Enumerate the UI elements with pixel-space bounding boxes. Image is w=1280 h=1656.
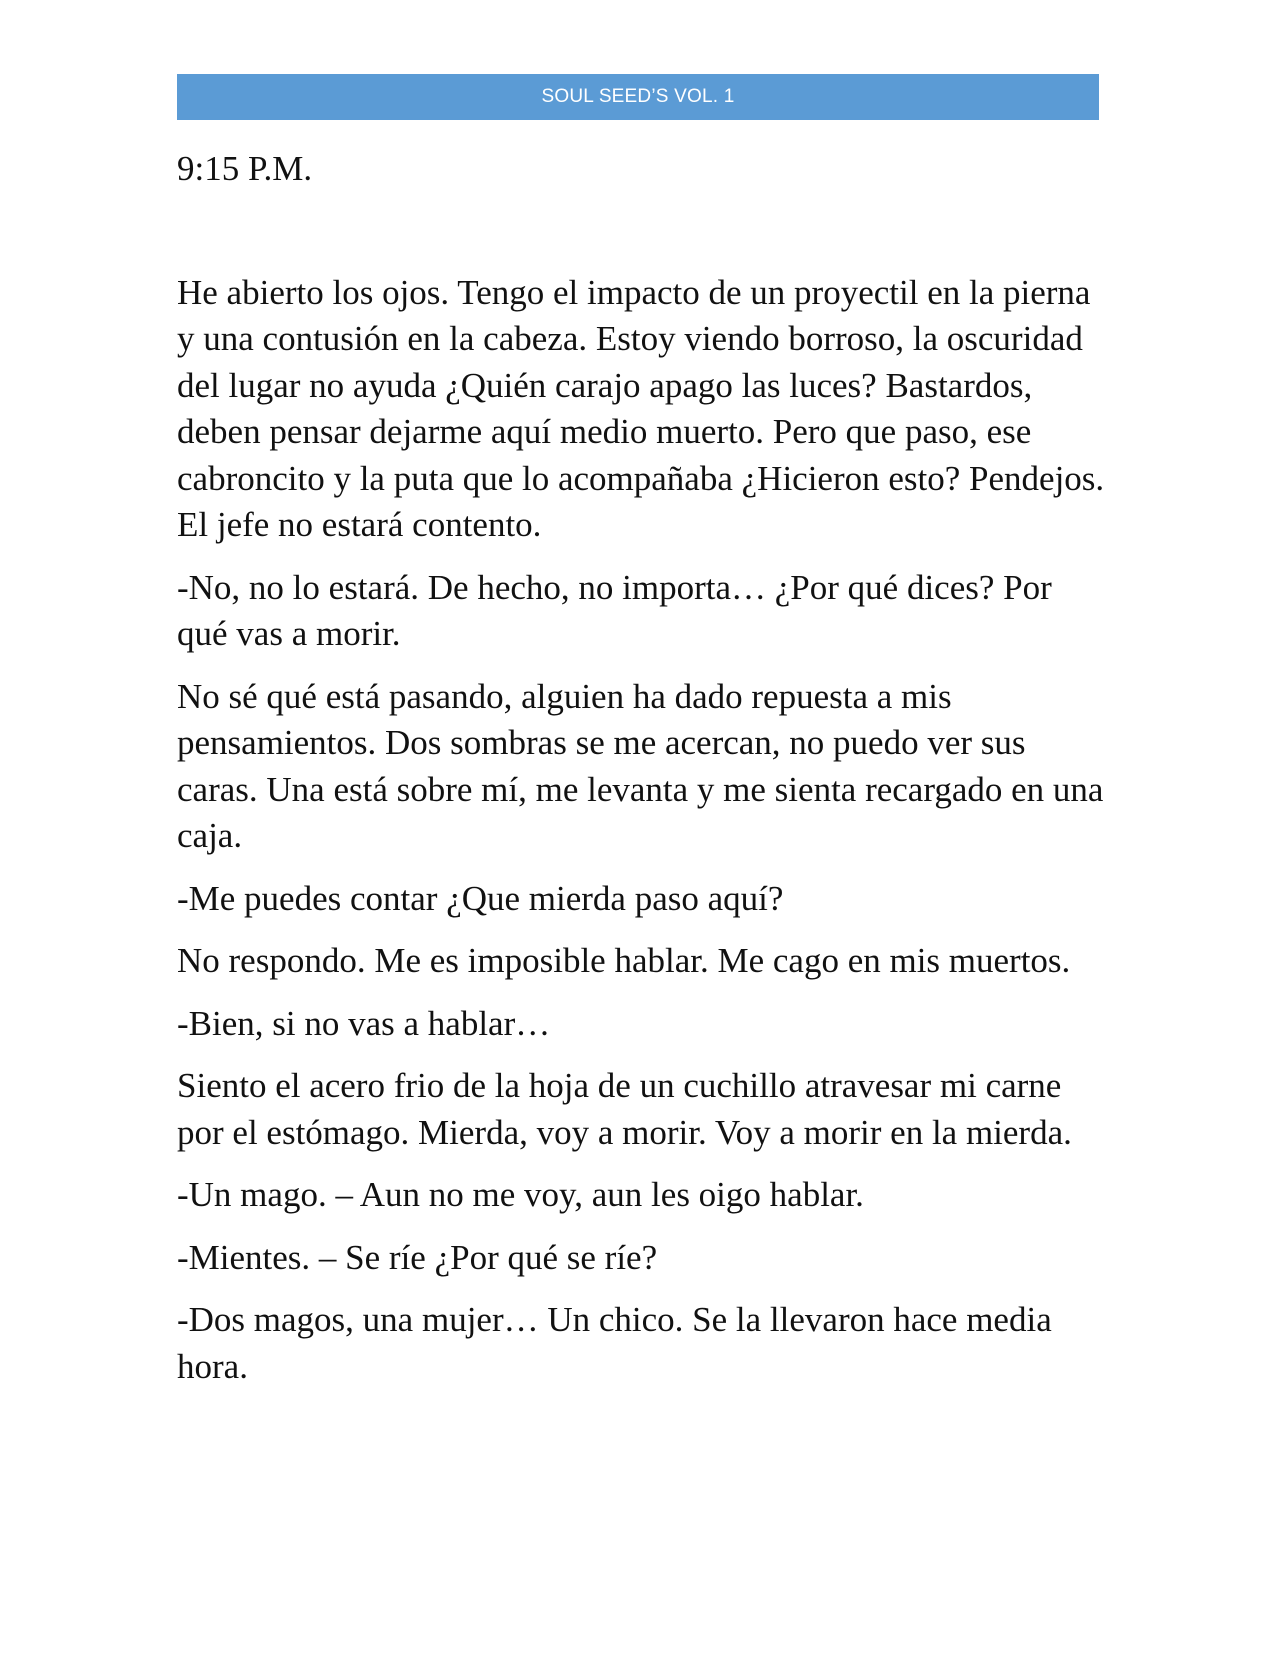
paragraph: -Mientes. – Se ríe ¿Por qué se ríe? [177,1237,658,1277]
paragraph: -Bien, si no vas a hablar… [177,1003,551,1043]
time-heading: 9:15 P.M. [177,149,313,188]
paragraph: -No, no lo estará. De hecho, no importa… ¿Por qué dices? Por qué vas a morir. [177,567,1052,653]
paragraph: No respondo. Me es imposible hablar. Me cago en mis muertos. [177,941,1071,980]
header-title: SOUL SEED’S VOL. 1 [541,86,735,107]
paragraph: No sé qué está pasando, alguien ha dado repuesta a mis pensamientos. Dos sombras se me acercan, no puedo ver sus caras. Una está sobre mí, me levanta y me sienta recargado en una caja. [177,676,1104,855]
paragraph: He abierto los ojos. Tengo el impacto de un proyectil en la pierna y una contusión en la cabeza. Estoy viendo borroso, la oscuridad del lugar no ayuda ¿Quién carajo apago las luces? Bastardos, deben pensar dejarme aquí medio muerto. Pero que paso, ese cabroncito y la puta que lo acompañaba ¿Hicieron esto? Pendejos. El jefe no estará contento. [177,272,1105,544]
paragraph: Siento el acero frio de la hoja de un cuchillo atravesar mi carne por el estómago. Mierda, voy a morir. Voy a morir en la mierda. [177,1066,1072,1152]
running-header [177,74,1099,120]
paragraph: -Me puedes contar ¿Que mierda paso aquí? [177,878,784,918]
paragraph: -Un mago. – Aun no me voy, aun les oigo hablar. [177,1175,864,1214]
page-content [177,146,1107,1390]
paragraph: -Dos magos, una mujer… Un chico. Se la llevaron hace media hora. [177,1300,1052,1386]
